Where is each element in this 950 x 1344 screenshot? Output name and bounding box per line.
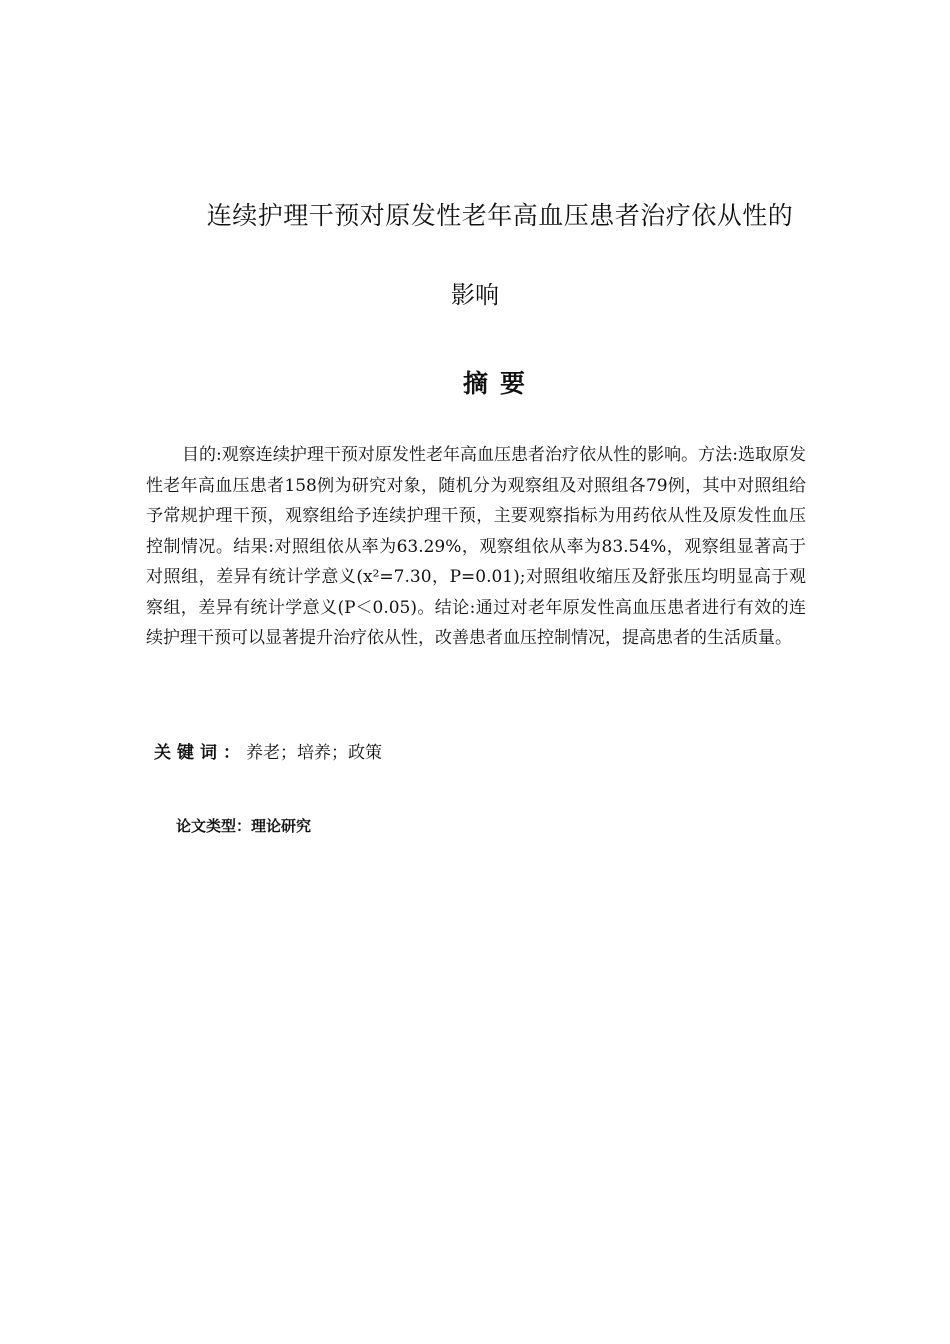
- paper-type-line: [176, 815, 311, 836]
- abstract-paragraph: 目的:观察连续护理干预对原发性老年高血压患者治疗依从性的影响。方法:选取原发性老年高血压患者158例为研究对象，随机分为观察组及对照组各79例，其中对照组给予常规护理干预，观察组给予连续护理干预，主要观察指标为用药依从性及原发性血压控制情况。结果:对照组依从率为63.29%，观察组依从率为83.54%，观察组显著高于对照组，差异有统计学意义(x²=7.30，P=0.01);对照组收缩压及舒张压均明显高于观察组，差异有统计学意义(P＜0.05)。结论:通过对老年原发性高血压患者进行有效的连续护理干预可以显著提升治疗依从性，改善患者血压控制情况，提高患者的生活质量。: [146, 445, 806, 648]
- paper-title-line-1: 连续护理干预对原发性老年高血压患者治疗依从性的: [206, 201, 794, 230]
- keywords-line: [154, 738, 382, 763]
- abstract-heading: 摘要: [462, 369, 537, 398]
- paper-title-line-2: 影响: [451, 281, 499, 309]
- abstract-body: [146, 440, 806, 654]
- keywords-value: 养老；培养；政策: [246, 743, 382, 763]
- paper-type-value: 理论研究: [251, 817, 312, 835]
- paper-type-label: 论文类型：: [176, 817, 252, 835]
- keywords-label: 关键词：: [154, 743, 246, 763]
